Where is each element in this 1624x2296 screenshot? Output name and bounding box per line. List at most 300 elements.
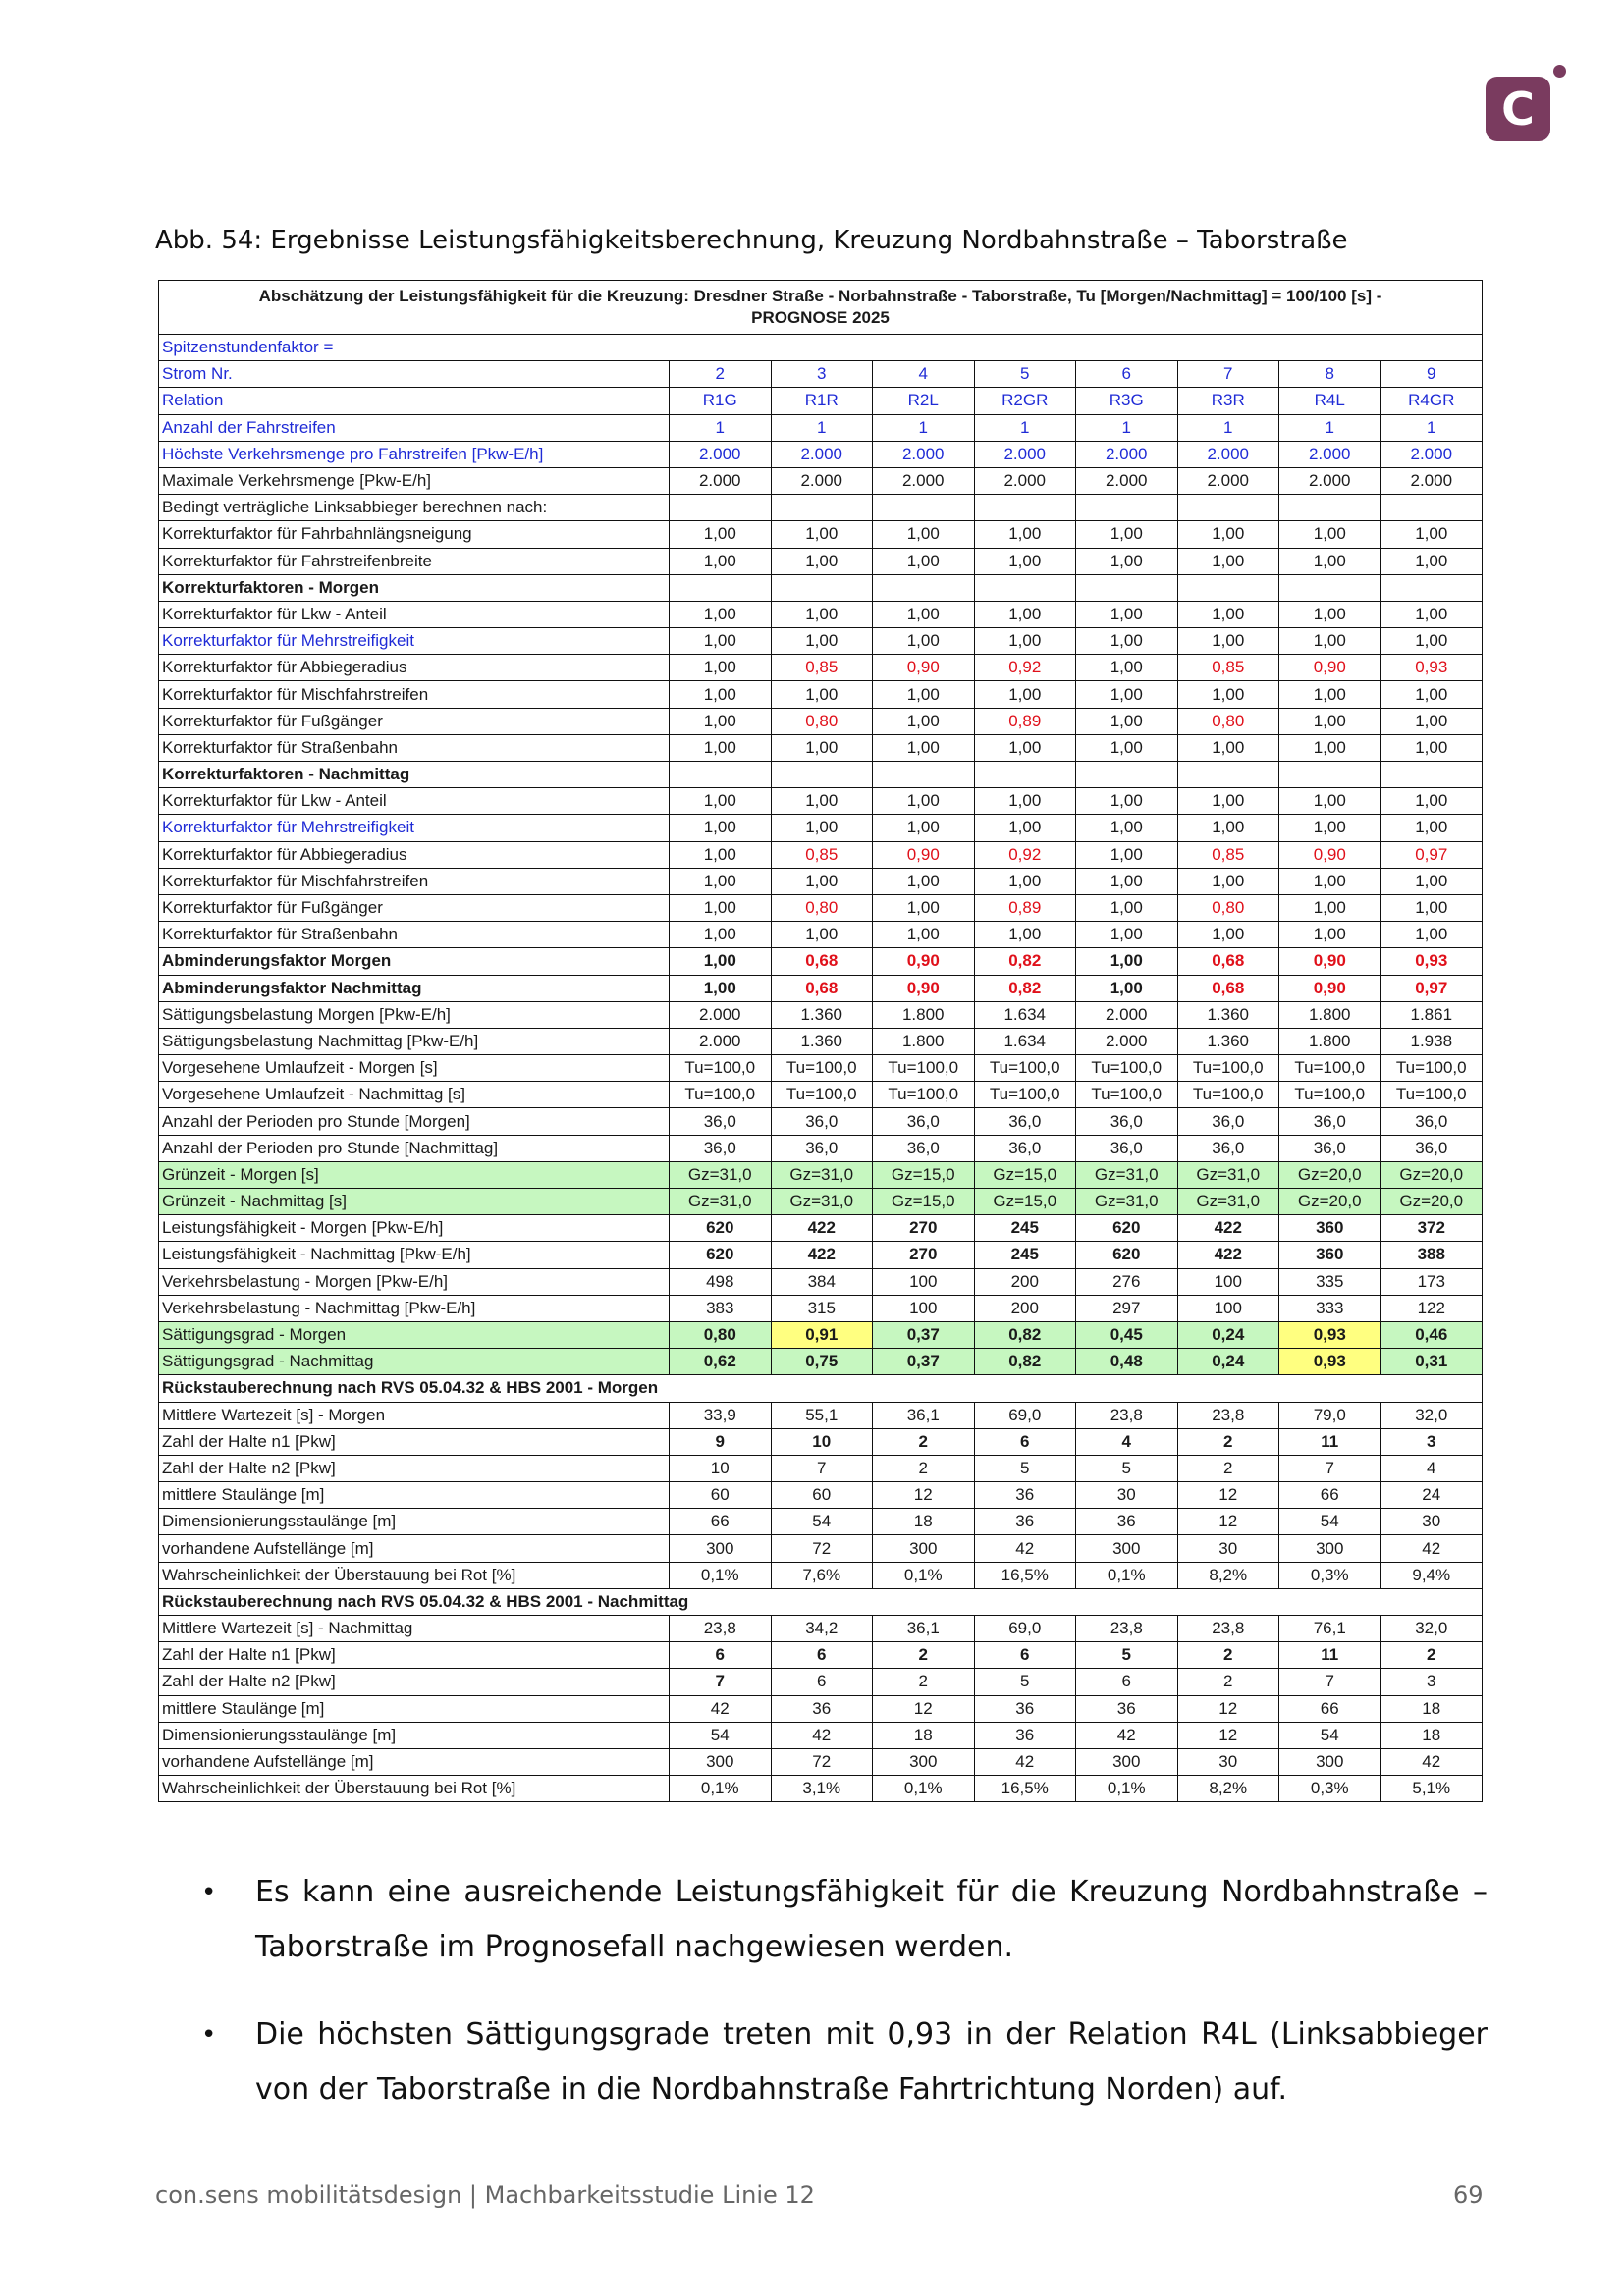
- bullet-item: [201, 2007, 1488, 2117]
- table-cell: 0,93: [1380, 655, 1483, 681]
- table-cell: 1.861: [1380, 1001, 1483, 1028]
- table-cell: 0,1%: [1076, 1776, 1178, 1802]
- table-row: [159, 734, 1483, 761]
- row-label: Korrekturfaktoren - Morgen: [159, 574, 670, 601]
- table-cell: 0,80: [771, 894, 873, 921]
- table-cell: 1,00: [1177, 868, 1279, 894]
- table-cell: 54: [1279, 1722, 1381, 1748]
- table-cell: 1,00: [873, 548, 975, 574]
- table-cell: 245: [974, 1215, 1076, 1242]
- table-row: [159, 1028, 1483, 1054]
- table-cell: 1: [974, 414, 1076, 441]
- row-label: Korrekturfaktor für Fahrstreifenbreite: [159, 548, 670, 574]
- row-label: vorhandene Aufstellänge [m]: [159, 1748, 670, 1775]
- table-cell: 1,00: [974, 548, 1076, 574]
- table-cell: 1,00: [670, 815, 772, 841]
- table-cell: 300: [670, 1535, 772, 1562]
- table-cell: R1G: [670, 388, 772, 414]
- row-label: Sättigungsgrad - Morgen: [159, 1321, 670, 1348]
- table-cell: 1,00: [1076, 628, 1178, 655]
- table-row: [159, 1748, 1483, 1775]
- row-label: Mittlere Wartezeit [s] - Nachmittag: [159, 1616, 670, 1642]
- table-cell: 2.000: [1076, 467, 1178, 494]
- table-cell: Tu=100,0: [1380, 1055, 1483, 1082]
- table-cell: 245: [974, 1242, 1076, 1268]
- table-cell: 1: [670, 414, 772, 441]
- table-cell: Gz=15,0: [974, 1161, 1076, 1188]
- table-row: [159, 361, 1483, 388]
- table-cell: Tu=100,0: [873, 1055, 975, 1082]
- table-cell: 1,00: [974, 521, 1076, 548]
- table-title-row: [159, 281, 1483, 335]
- row-label: Wahrscheinlichkeit der Überstauung bei Rot [%]: [159, 1776, 670, 1802]
- table-cell: 384: [771, 1268, 873, 1295]
- table-cell: 0,45: [1076, 1321, 1178, 1348]
- table-cell: [1279, 762, 1381, 788]
- row-label: Dimensionierungsstaulänge [m]: [159, 1509, 670, 1535]
- table-cell: 36,0: [974, 1108, 1076, 1135]
- table-cell: 422: [1177, 1215, 1279, 1242]
- table-cell: 1,00: [1177, 922, 1279, 948]
- row-label: Strom Nr.: [159, 361, 670, 388]
- table-cell: 66: [670, 1509, 772, 1535]
- table-cell: 1,00: [771, 788, 873, 815]
- table-cell: 33,9: [670, 1402, 772, 1428]
- row-label: Korrekturfaktor für Lkw - Anteil: [159, 788, 670, 815]
- table-row: [159, 1776, 1483, 1802]
- table-cell: 620: [670, 1215, 772, 1242]
- table-row: [159, 841, 1483, 868]
- table-cell: Gz=31,0: [1177, 1189, 1279, 1215]
- table-cell: 1,00: [1380, 601, 1483, 627]
- table-cell: [1076, 762, 1178, 788]
- table-cell: 18: [873, 1509, 975, 1535]
- table-cell: [1177, 495, 1279, 521]
- table-cell: 1: [1076, 414, 1178, 441]
- table-cell: R3G: [1076, 388, 1178, 414]
- table-cell: 1,00: [1076, 655, 1178, 681]
- table-cell: 0,85: [1177, 841, 1279, 868]
- table-cell: 1,00: [1380, 815, 1483, 841]
- table-cell: 23,8: [1177, 1402, 1279, 1428]
- table-cell: 69,0: [974, 1402, 1076, 1428]
- table-cell: 1,00: [1177, 628, 1279, 655]
- table-cell: 388: [1380, 1242, 1483, 1268]
- table-cell: 1,00: [1380, 868, 1483, 894]
- table-cell: 42: [670, 1695, 772, 1722]
- row-label: Abminderungsfaktor Morgen: [159, 948, 670, 975]
- table-cell: 1,00: [1177, 788, 1279, 815]
- table-cell: 6: [771, 1642, 873, 1669]
- table-cell: 2.000: [974, 441, 1076, 467]
- table-cell: 12: [873, 1695, 975, 1722]
- table-cell: 0,90: [873, 975, 975, 1001]
- table-cell: 1,00: [1279, 922, 1381, 948]
- table-cell: 1,00: [1380, 681, 1483, 708]
- table-cell: 1,00: [1076, 734, 1178, 761]
- row-label: Korrekturfaktor für Fußgänger: [159, 894, 670, 921]
- table-cell: 23,8: [1177, 1616, 1279, 1642]
- table-cell: 1,00: [1279, 548, 1381, 574]
- table-cell: 2.000: [1380, 441, 1483, 467]
- table-row: [159, 788, 1483, 815]
- table-cell: 2: [873, 1669, 975, 1695]
- table-row: [159, 1215, 1483, 1242]
- table-cell: 1,00: [974, 868, 1076, 894]
- row-label: Korrekturfaktor für Straßenbahn: [159, 734, 670, 761]
- table-cell: 620: [1076, 1215, 1178, 1242]
- table-cell: 1,00: [1076, 708, 1178, 734]
- table-cell: 0,24: [1177, 1321, 1279, 1348]
- table-cell: 1,00: [1076, 922, 1178, 948]
- row-label: Zahl der Halte n2 [Pkw]: [159, 1455, 670, 1481]
- table-cell: 100: [1177, 1268, 1279, 1295]
- table-title-line2: PROGNOSE 2025: [751, 308, 890, 327]
- table-cell: 2.000: [1279, 467, 1381, 494]
- table-cell: [1380, 495, 1483, 521]
- table-cell: Gz=31,0: [771, 1161, 873, 1188]
- table-cell: 54: [1279, 1509, 1381, 1535]
- table-cell: 0,68: [1177, 975, 1279, 1001]
- table-cell: 0,37: [873, 1321, 975, 1348]
- table-cell: 36: [771, 1695, 873, 1722]
- table-cell: 8,2%: [1177, 1562, 1279, 1588]
- table-row: [159, 548, 1483, 574]
- table-cell: 1,00: [771, 734, 873, 761]
- table-cell: 36,0: [873, 1135, 975, 1161]
- table-cell: 1,00: [1177, 734, 1279, 761]
- table-row: [159, 1455, 1483, 1481]
- table-cell: 7,6%: [771, 1562, 873, 1588]
- table-cell: 2.000: [1279, 441, 1381, 467]
- bullet-text: Es kann eine ausreichende Leistungsfähigkeit für die Kreuzung Nordbahnstraße – Taborstraße im Prognosefall nachgewiesen werden.: [255, 1875, 1488, 1964]
- table-row: [159, 922, 1483, 948]
- row-label: Rückstauberechnung nach RVS 05.04.32 & HBS 2001 - Nachmittag: [159, 1588, 1483, 1615]
- table-cell: [771, 495, 873, 521]
- table-cell: Tu=100,0: [1076, 1082, 1178, 1108]
- table-row: [159, 1588, 1483, 1615]
- table-cell: 1,00: [873, 815, 975, 841]
- table-cell: 36,0: [771, 1108, 873, 1135]
- table-cell: 1,00: [1380, 894, 1483, 921]
- table-cell: 0,3%: [1279, 1776, 1381, 1802]
- row-label: Rückstauberechnung nach RVS 05.04.32 & HBS 2001 - Morgen: [159, 1375, 1483, 1402]
- table-cell: 1,00: [1177, 681, 1279, 708]
- row-label: Anzahl der Fahrstreifen: [159, 414, 670, 441]
- table-cell: 36,1: [873, 1616, 975, 1642]
- table-row: [159, 414, 1483, 441]
- table-cell: 100: [873, 1295, 975, 1321]
- table-cell: Gz=20,0: [1279, 1161, 1381, 1188]
- table-row: [159, 1482, 1483, 1509]
- table-cell: 335: [1279, 1268, 1381, 1295]
- table-cell: 1,00: [1076, 788, 1178, 815]
- table-cell: 1,00: [873, 868, 975, 894]
- row-label: Zahl der Halte n1 [Pkw]: [159, 1642, 670, 1669]
- table-cell: 1.800: [873, 1001, 975, 1028]
- row-label: Grünzeit - Morgen [s]: [159, 1161, 670, 1188]
- table-cell: 0,92: [974, 841, 1076, 868]
- table-cell: Gz=20,0: [1279, 1189, 1381, 1215]
- table-cell: 1,00: [1076, 894, 1178, 921]
- table-cell: 0,3%: [1279, 1562, 1381, 1588]
- table-cell: Gz=20,0: [1380, 1161, 1483, 1188]
- table-cell: 1.938: [1380, 1028, 1483, 1054]
- table-cell: 1,00: [1279, 815, 1381, 841]
- table-cell: 30: [1177, 1748, 1279, 1775]
- table-cell: 36,0: [670, 1135, 772, 1161]
- table-cell: 1,00: [974, 734, 1076, 761]
- table-cell: 2.000: [670, 1001, 772, 1028]
- table-cell: R1R: [771, 388, 873, 414]
- table-cell: [1380, 762, 1483, 788]
- table-cell: 69,0: [974, 1616, 1076, 1642]
- table-cell: 3: [1380, 1669, 1483, 1695]
- table-cell: 9: [670, 1428, 772, 1455]
- results-table-wrapper: [158, 280, 1482, 1802]
- table-cell: 2.000: [873, 441, 975, 467]
- table-cell: 8: [1279, 361, 1381, 388]
- table-cell: 2.000: [873, 467, 975, 494]
- table-cell: 36,0: [1076, 1135, 1178, 1161]
- table-cell: 422: [771, 1242, 873, 1268]
- table-cell: 10: [670, 1455, 772, 1481]
- table-cell: 2.000: [1076, 1028, 1178, 1054]
- table-cell: 1,00: [1177, 601, 1279, 627]
- table-cell: 1,00: [670, 868, 772, 894]
- row-label: Korrekturfaktor für Mischfahrstreifen: [159, 681, 670, 708]
- table-row: [159, 335, 1483, 361]
- table-row: [159, 388, 1483, 414]
- table-cell: [670, 495, 772, 521]
- table-cell: 1,00: [974, 815, 1076, 841]
- table-cell: 1,00: [670, 734, 772, 761]
- table-cell: Tu=100,0: [771, 1055, 873, 1082]
- table-cell: [974, 574, 1076, 601]
- table-cell: 1,00: [974, 788, 1076, 815]
- table-title: [159, 281, 1483, 335]
- table-cell: 6: [1076, 361, 1178, 388]
- table-cell: 0,93: [1380, 948, 1483, 975]
- table-cell: 36,0: [1076, 1108, 1178, 1135]
- table-cell: 0,90: [1279, 975, 1381, 1001]
- table-cell: 0,90: [1279, 655, 1381, 681]
- figure-caption: Abb. 54: Ergebnisse Leistungsfähigkeitsberechnung, Kreuzung Nordbahnstraße – Taborstraße: [155, 226, 1348, 255]
- table-cell: 1,00: [1279, 868, 1381, 894]
- table-cell: 36,0: [974, 1135, 1076, 1161]
- table-cell: 300: [1076, 1748, 1178, 1775]
- table-cell: 2.000: [1177, 441, 1279, 467]
- table-cell: 1,00: [873, 708, 975, 734]
- table-cell: Tu=100,0: [1177, 1082, 1279, 1108]
- table-cell: [1177, 762, 1279, 788]
- table-cell: [670, 574, 772, 601]
- table-cell: 1,00: [1279, 521, 1381, 548]
- table-cell: 0,31: [1380, 1349, 1483, 1375]
- table-cell: 5: [974, 1669, 1076, 1695]
- table-cell: 1,00: [771, 681, 873, 708]
- table-cell: 2.000: [1177, 467, 1279, 494]
- table-cell: 36: [974, 1722, 1076, 1748]
- row-label: Sättigungsgrad - Nachmittag: [159, 1349, 670, 1375]
- table-cell: Tu=100,0: [873, 1082, 975, 1108]
- results-table: [158, 280, 1483, 1802]
- row-label: Verkehrsbelastung - Morgen [Pkw-E/h]: [159, 1268, 670, 1295]
- table-cell: 16,5%: [974, 1562, 1076, 1588]
- table-cell: 1,00: [1076, 681, 1178, 708]
- table-cell: [1279, 495, 1381, 521]
- table-cell: 2.000: [771, 467, 873, 494]
- table-cell: 72: [771, 1535, 873, 1562]
- table-cell: 1: [873, 414, 975, 441]
- row-label: Anzahl der Perioden pro Stunde [Morgen]: [159, 1108, 670, 1135]
- table-cell: Gz=31,0: [1076, 1161, 1178, 1188]
- table-cell: Gz=15,0: [873, 1161, 975, 1188]
- table-cell: 4: [873, 361, 975, 388]
- table-cell: 1,00: [670, 975, 772, 1001]
- table-cell: Gz=15,0: [974, 1189, 1076, 1215]
- table-cell: [771, 762, 873, 788]
- table-cell: 2: [1177, 1428, 1279, 1455]
- table-cell: 30: [1076, 1482, 1178, 1509]
- row-label: Abminderungsfaktor Nachmittag: [159, 975, 670, 1001]
- table-cell: 173: [1380, 1268, 1483, 1295]
- table-cell: 200: [974, 1295, 1076, 1321]
- table-cell: 42: [771, 1722, 873, 1748]
- table-cell: 1,00: [1380, 788, 1483, 815]
- table-cell: 2.000: [670, 1028, 772, 1054]
- table-cell: 1,00: [1076, 868, 1178, 894]
- table-cell: 0,48: [1076, 1349, 1178, 1375]
- table-cell: 6: [670, 1642, 772, 1669]
- table-cell: Tu=100,0: [670, 1082, 772, 1108]
- table-cell: Tu=100,0: [670, 1055, 772, 1082]
- table-row: [159, 521, 1483, 548]
- table-cell: 18: [1380, 1695, 1483, 1722]
- table-row: [159, 1135, 1483, 1161]
- table-cell: Tu=100,0: [974, 1055, 1076, 1082]
- table-cell: 2.000: [670, 441, 772, 467]
- table-cell: 1.800: [1279, 1001, 1381, 1028]
- table-row: [159, 1295, 1483, 1321]
- table-cell: 300: [873, 1535, 975, 1562]
- table-cell: 1,00: [670, 788, 772, 815]
- table-cell: 0,90: [873, 948, 975, 975]
- table-cell: 7: [771, 1455, 873, 1481]
- table-cell: 7: [1279, 1455, 1381, 1481]
- table-cell: [873, 495, 975, 521]
- table-cell: 360: [1279, 1242, 1381, 1268]
- table-cell: 1,00: [873, 894, 975, 921]
- table-row: [159, 1161, 1483, 1188]
- table-cell: 1,00: [1076, 815, 1178, 841]
- table-cell: 270: [873, 1215, 975, 1242]
- table-cell: 1,00: [1380, 628, 1483, 655]
- row-label: Korrekturfaktor für Straßenbahn: [159, 922, 670, 948]
- table-row: [159, 441, 1483, 467]
- row-label: Sättigungsbelastung Morgen [Pkw-E/h]: [159, 1001, 670, 1028]
- table-cell: 1,00: [1279, 601, 1381, 627]
- table-cell: 18: [1380, 1722, 1483, 1748]
- table-cell: 1,00: [670, 655, 772, 681]
- table-cell: Tu=100,0: [771, 1082, 873, 1108]
- table-row: [159, 1242, 1483, 1268]
- table-cell: 1,00: [873, 922, 975, 948]
- table-cell: 1,00: [1076, 948, 1178, 975]
- table-cell: 1.634: [974, 1001, 1076, 1028]
- table-cell: [1076, 495, 1178, 521]
- table-cell: 36: [974, 1695, 1076, 1722]
- table-cell: 32,0: [1380, 1402, 1483, 1428]
- bullet-dot-icon: •: [201, 1878, 217, 1907]
- table-cell: 12: [1177, 1482, 1279, 1509]
- table-cell: Tu=100,0: [974, 1082, 1076, 1108]
- table-cell: 1,00: [873, 601, 975, 627]
- table-cell: 1,00: [1177, 815, 1279, 841]
- table-cell: 270: [873, 1242, 975, 1268]
- table-cell: 1.800: [873, 1028, 975, 1054]
- table-cell: 0,82: [974, 975, 1076, 1001]
- row-label: mittlere Staulänge [m]: [159, 1695, 670, 1722]
- table-cell: 1,00: [1279, 894, 1381, 921]
- table-cell: 1.360: [1177, 1028, 1279, 1054]
- table-row: [159, 1001, 1483, 1028]
- table-cell: 36,0: [1279, 1108, 1381, 1135]
- table-cell: 2: [873, 1642, 975, 1669]
- row-label: Sättigungsbelastung Nachmittag [Pkw-E/h]: [159, 1028, 670, 1054]
- table-cell: 300: [670, 1748, 772, 1775]
- table-cell: 1,00: [974, 601, 1076, 627]
- row-label: Grünzeit - Nachmittag [s]: [159, 1189, 670, 1215]
- table-cell: 1,00: [1279, 681, 1381, 708]
- table-cell: 372: [1380, 1215, 1483, 1242]
- table-cell: 1,00: [670, 922, 772, 948]
- table-row: [159, 1189, 1483, 1215]
- table-cell: 2: [1380, 1642, 1483, 1669]
- table-row: [159, 1055, 1483, 1082]
- row-label: Vorgesehene Umlaufzeit - Nachmittag [s]: [159, 1082, 670, 1108]
- table-cell: 34,2: [771, 1616, 873, 1642]
- table-cell: 1,00: [670, 841, 772, 868]
- table-cell: 6: [771, 1669, 873, 1695]
- table-cell: 3: [771, 361, 873, 388]
- table-cell: 0,89: [974, 708, 1076, 734]
- table-cell: 1,00: [1177, 521, 1279, 548]
- table-cell: 0,80: [1177, 708, 1279, 734]
- table-cell: 79,0: [1279, 1402, 1381, 1428]
- table-cell: 0,37: [873, 1349, 975, 1375]
- table-cell: 2.000: [771, 441, 873, 467]
- table-cell: 5,1%: [1380, 1776, 1483, 1802]
- table-cell: 6: [1076, 1669, 1178, 1695]
- table-cell: 1,00: [873, 521, 975, 548]
- table-cell: Gz=31,0: [771, 1189, 873, 1215]
- row-label: Vorgesehene Umlaufzeit - Morgen [s]: [159, 1055, 670, 1082]
- table-cell: [974, 762, 1076, 788]
- table-cell: 2.000: [1076, 441, 1178, 467]
- table-cell: 1,00: [670, 894, 772, 921]
- table-cell: 300: [1076, 1535, 1178, 1562]
- table-cell: 300: [873, 1748, 975, 1775]
- row-label: Anzahl der Perioden pro Stunde [Nachmittag]: [159, 1135, 670, 1161]
- table-cell: 1,00: [974, 922, 1076, 948]
- table-cell: 2: [1177, 1669, 1279, 1695]
- table-cell: 0,92: [974, 655, 1076, 681]
- table-cell: 36,0: [1380, 1108, 1483, 1135]
- table-cell: 200: [974, 1268, 1076, 1295]
- row-label: Korrekturfaktor für Abbiegeradius: [159, 841, 670, 868]
- table-cell: 1,00: [670, 521, 772, 548]
